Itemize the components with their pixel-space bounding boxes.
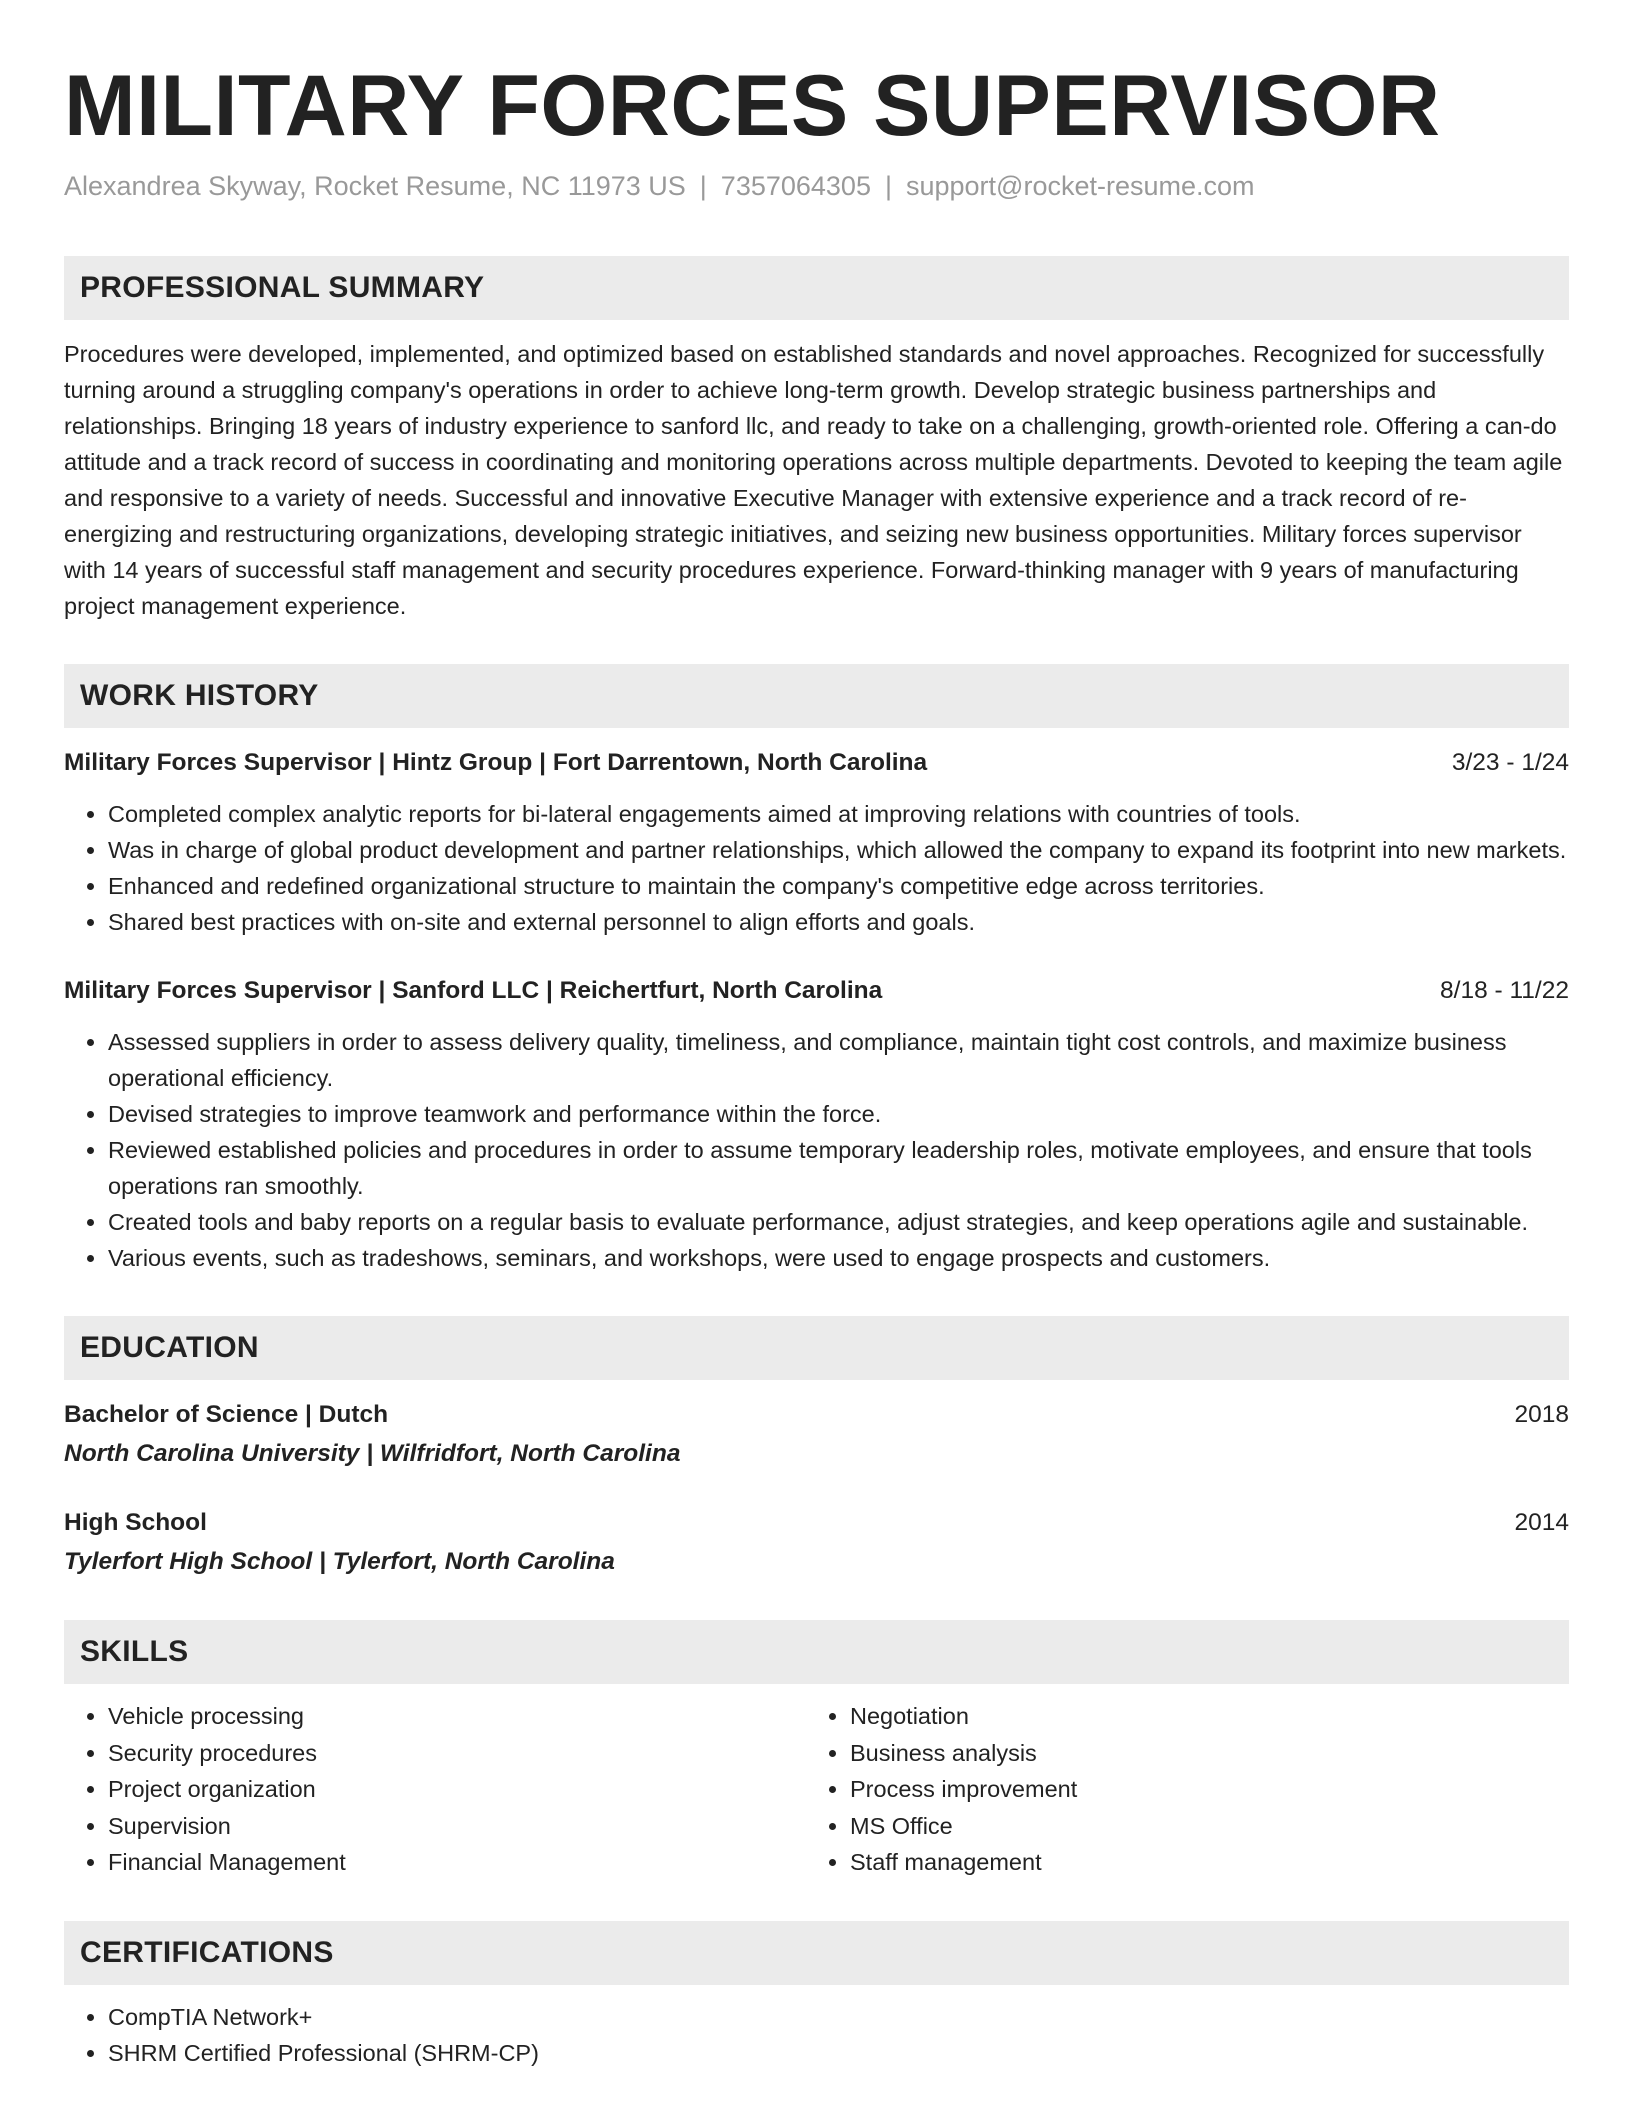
job-dates: 8/18 - 11/22 bbox=[1440, 977, 1569, 1004]
skill-item: • Process improvement bbox=[850, 1771, 1548, 1808]
job-dates: 3/23 - 1/24 bbox=[1451, 749, 1569, 776]
skill-item: • Negotiation bbox=[850, 1698, 1548, 1735]
education-entry bbox=[64, 1506, 1569, 1580]
skill-item: • Staff management bbox=[850, 1844, 1548, 1881]
skills-column-left bbox=[64, 1698, 806, 1881]
summary-text: Procedures were developed, implemented, and optimized based on established standards and novel approaches. Recognized for successfully turning around a struggling company's operations in order to achieve long-term growth. Develop strategic business partnerships and relationships. Bringing 18 years of industry experience to sanford llc, and ready to take on a challenging, growth-oriented role. Offering a can-do attitude and a track record of success in coordinating and monitoring operations across multiple departments. Devoted to keeping the team agile and responsive to a variety of needs. Successful and innovative Executive Manager with extensive experience and a track record of re-energizing and restructuring organizations, developing strategic initiatives, and seizing new business opportunities. Military forces supervisor with 14 years of successful staff management and security procedures experience. Forward-thinking manager with 9 years of manufacturing project management experience. bbox=[64, 341, 1563, 619]
job-bullets bbox=[64, 1024, 1569, 1276]
job-bullet: • Various events, such as tradeshows, seminars, and workshops, were used to engage prospects and customers. bbox=[108, 1240, 1569, 1276]
job-entry bbox=[64, 974, 1569, 1276]
job-bullet: • Shared best practices with on-site and external personnel to align efforts and goals. bbox=[108, 904, 1569, 940]
job-bullet: • Reviewed established policies and procedures in order to assume temporary leadership roles, motivate employees, and ensure that tools operations ran smoothly. bbox=[108, 1132, 1569, 1204]
education-school: North Carolina University | Wilfridfort, North Carolina bbox=[64, 1440, 681, 1467]
section-header-education: EDUCATION bbox=[64, 1316, 1569, 1380]
job-bullet: • Created tools and baby reports on a regular basis to evaluate performance, adjust strategies, and keep operations agile and sustainable. bbox=[108, 1204, 1569, 1240]
skill-item: • Project organization bbox=[108, 1771, 806, 1808]
job-bullet: • Was in charge of global product development and partner relationships, which allowed the company to expand its footprint into new markets. bbox=[108, 832, 1569, 868]
section-header-work: WORK HISTORY bbox=[64, 664, 1569, 728]
contact-line bbox=[64, 168, 1569, 204]
skill-item: • Security procedures bbox=[108, 1735, 806, 1772]
job-header bbox=[64, 746, 1569, 780]
section-header-certifications: CERTIFICATIONS bbox=[64, 1921, 1569, 1985]
contact-email: support@rocket-resume.com bbox=[905, 171, 1255, 201]
skill-item: • Business analysis bbox=[850, 1735, 1548, 1772]
education-degree: Bachelor of Science | Dutch bbox=[64, 1401, 389, 1428]
job-bullet: • Assessed suppliers in order to assess delivery quality, timeliness, and compliance, maintain tight cost controls, and maximize business operational efficiency. bbox=[108, 1024, 1569, 1096]
job-bullet: • Devised strategies to improve teamwork and performance within the force. bbox=[108, 1096, 1569, 1132]
job-header bbox=[64, 974, 1569, 1008]
job-title: Military Forces Supervisor | Sanford LLC | Reichertfurt, North Carolina bbox=[64, 977, 883, 1004]
education-degree: High School bbox=[64, 1509, 207, 1536]
certifications-list bbox=[64, 1999, 1569, 2071]
contact-separator: | bbox=[884, 171, 892, 201]
contact-separator: | bbox=[699, 171, 707, 201]
job-bullet: • Completed complex analytic reports for bi-lateral engagements aimed at improving relations with countries of tools. bbox=[108, 796, 1569, 832]
skills-list bbox=[64, 1698, 1569, 1881]
education-header bbox=[64, 1398, 1569, 1432]
job-entry bbox=[64, 746, 1569, 940]
skill-item: • Supervision bbox=[108, 1808, 806, 1845]
certification-item: • CompTIA Network+ bbox=[108, 1999, 1569, 2035]
section-header-summary: PROFESSIONAL SUMMARY bbox=[64, 256, 1569, 320]
skills-column-right bbox=[806, 1698, 1548, 1881]
skill-item: • Vehicle processing bbox=[108, 1698, 806, 1735]
certifications-items bbox=[64, 1999, 1569, 2071]
education-entry bbox=[64, 1398, 1569, 1472]
education-year: 2014 bbox=[1514, 1509, 1569, 1536]
resume-page bbox=[64, 0, 1569, 2071]
education-year: 2018 bbox=[1514, 1401, 1569, 1428]
education-school: Tylerfort High School | Tylerfort, North Carolina bbox=[64, 1548, 615, 1575]
skill-item: • MS Office bbox=[850, 1808, 1548, 1845]
resume-name: MILITARY FORCES SUPERVISOR bbox=[64, 58, 1441, 154]
education-header bbox=[64, 1506, 1569, 1540]
job-bullet: • Enhanced and redefined organizational structure to maintain the company's competitive edge across territories. bbox=[108, 868, 1569, 904]
contact-address: Alexandrea Skyway, Rocket Resume, NC 11973 US bbox=[64, 171, 686, 201]
job-bullets bbox=[64, 796, 1569, 940]
job-title: Military Forces Supervisor | Hintz Group | Fort Darrentown, North Carolina bbox=[64, 749, 928, 776]
contact-phone: 7357064305 bbox=[720, 171, 871, 201]
certification-item: • SHRM Certified Professional (SHRM-CP) bbox=[108, 2035, 1569, 2071]
section-header-skills: SKILLS bbox=[64, 1620, 1569, 1684]
skill-item: • Financial Management bbox=[108, 1844, 806, 1881]
